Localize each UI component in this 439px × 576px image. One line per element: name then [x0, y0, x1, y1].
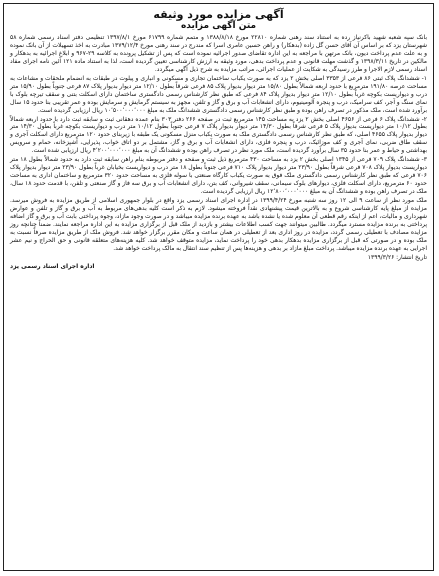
property-item-1: ۱- ششدانگ پلاک ثبتی ۸۶ فرعی از ۳۳۵۳ اصلی بخش ۲ یزد که به صورت یکباب ساختمان تجاری و مسکونی و انباری و پیلوت در طبقات به انضمام ملحقات و مشاعات به مساحت عرصه ۱۹۱/۸۰ مترمربع با حدود اربعه شمالاً بطول ۱۵/۸۰ متر دیوار بدیوار پلاک ۸۵ فرعی شرقاً بطول ۱۲/۱۰ متر دیوار بدیوار پلاک ۸۷ فرعی جنوباً بطول ۱۵/۹۰ متر درب و دیواریست بکوچه غرباً بطول ۱۲/۱۰ متر دیوار بدیوار پلاک ۸۴ فرعی که طبق نظر کارشناس رسمی دادگستری ساختمان دارای اسکلت بتنی و سقف تیرچه بلوک با نمای سنگ و آجر، کف سرامیک، درب و پنجره آلومینیوم، دارای انشعابات آب و برق و گاز و تلفن، مجهز به سیستم گرمایش و سرمایش بوده و عمر تقریبی بنا حدود ۱۵ سال برآورد شده است، ملک مذکور در تصرف راهن بوده و طبق نظر کارشناس رسمی دادگستری ششدانگ ملک به مبلغ ۱۰٬۵۰۰٬۰۰۰٬۰۰۰ ریال ارزیابی گردیده است. [10, 74, 428, 114]
auction-terms-paragraph: ملک مورد نظر از ساعت ۹ الی ۱۲ روز سه شنبه مورخ ۱۳۹۹/۴/۲۴ در اداره اجرای اسناد رسمی یزد واقع در بلوار جمهوری اسلامی از طریق مزایده به فروش میرسد. مزایده از مبلغ پایه کارشناسی شروع و به بالاترین قیمت پیشنهادی نقداً فروخته میشود. لازم به ذکر است کلیه بدهی‌های مربوط به آب و برق و گاز و تلفن و عوارض شهرداری و مالیات، اعم از اینکه رقم قطعی آن معلوم شده یا نشده باشد به عهده برنده مزایده میباشد و در صورت وجود مازاد، وجوه پرداختی بابت آب و برق و گاز اضافه پرداختی به برنده مزایده مسترد میگردد. طالبین میتوانند جهت کسب اطلاعات بیشتر و بازدید از ملک قبل از برگزاری مزایده به این اداره مراجعه نمایند. ضمناً چنانچه روز مزایده مصادف با تعطیلی رسمی گردد، مزایده در روز اداری بعد از تعطیلی در همان ساعت و مکان مقرر برگزار خواهد شد. فروش ملک از طریق مزایده صرفاً نسبت به ملک بوده و در صورتی که قبل از برگزاری مزایده بدهکار بدهی خود را پرداخت نماید، مزایده متوقف خواهد شد. کلیه هزینه‌های متعلقه قانونی و حق الحراج و نیم عشر اجرایی به عهده برنده مزایده میباشد. پرداخت مبلغ مازاد بر بدهی و هزینه‌ها پس از تنظیم سند انتقال به مالک پرداخت خواهد شد. [10, 197, 427, 252]
notice-title: آگهی مزایده مورد وثیقه [153, 8, 284, 21]
auction-notice [3, 3, 434, 571]
publication-date: تاریخ انتشار: ۱۳۹۹/۳/۲۶ [367, 253, 427, 261]
property-item-3: ۳- ششدانگ پلاک ۷۰۹ فرعی از ۱۳۴۵ اصلی بخش ۲ یزد به مساحت ۴۳۰ مترمربع ذیل ثبت و صفحه و دفتر مربوطه بنام راهن سابقه ثبت دارد به حدود شمالاً بطول ۱۸ متر دیواریست بدیوار پلاک ۷۰۸ فرعی شرقاً بطول ۲۳/۹۰ متر دیوار بدیوار پلاک ۷۱۰ فرعی جنوباً بطول ۱۸ متر درب و دیواریست بخیابان غرباً بطول ۲۳/۹۰ متر دیوار بدیوار پلاک ۷۰۶ فرعی که طبق نظر کارشناس رسمی دادگستری ملک فوق به صورت یکباب کارگاه صنعتی با سوله فلزی به مساحت حدود ۳۲۰ مترمربع و ساختمان اداری به مساحت حدود ۶۰ مترمربع، دارای اسکلت فلزی، دیوارهای بلوک سیمانی، سقف شیروانی، کف بتن، دارای انشعابات آب و برق سه فاز و گاز صنعتی و تلفن، با قدمت حدود ۱۸ سال، ملک در تصرف راهن بوده و ششدانگ آن به مبلغ ۱۲٬۸۰۰٬۰۰۰٬۰۰۰ ریال ارزیابی گردیده است. [10, 156, 428, 196]
notice-body [10, 34, 427, 262]
notice-subtitle: متن آگهی مزایده [180, 21, 257, 31]
issuer-signature: اداره اجرای اسناد رسمی یزد [10, 262, 95, 270]
intro-paragraph: بانک سپه شعبه شهید باکرنیاز رده به استناد سند رهنی شماره ۲۲۸۱۰ مورخ ۱۳۸۸/۸/۱۸ و متمم شماره ۶۱۷۹۹ مورخ ۱۳۹۷/۸/۱ تنظیمی دفتر اسناد رسمی شماره ۵۸ شهرستان یزد که بر اساس آن آقای حسن گل زاده (بدهکار) و راهن حسین عامری اسرا که مندرج در سند رهنی مورخ ۱۳۷۹/۱۲/۴ مبادرت به اخذ تسهیلات از آن بانک نموده و به علت عدم پرداخت دیون، بانک مرتهن با مراجعه به این اداره تقاضای صدور اجرائیه نموده است که پس از تشکیل پرونده به کلاسه ۲۹-۹۶۷ و ابلاغ اجرائیه به بدهکار و مالکین در تاریخ ۱۳۹۸/۳/۱۱ و گذشت مهلت قانونی و عدم پرداخت بدهی، مورد وثیقه به ارزش کارشناسی تعیین گردیده است، لذا به استناد ماده ۱۲۱ آئین نامه اجرای مفاد اسناد رسمی لازم الاجرا و طرز رسیدگی به شکایت از عملیات اجرائی، مراتب مزایده به شرح ذیل آگهی میگردد. [10, 34, 428, 73]
property-item-2: ۲- ششدانگ پلاک ۶ فرعی از ۴۶۵۶ اصلی بخش ۲ یزد به مساحت ۱۴۵ مترمربع ثبت در صفحه ۲۶۶ دفتر ۳۰۳ بنام عمده دهقانی ثبت و سابقه ثبت دارد با حدود اربعه شمالاً بطول ۱۰/۱۲ متر دیواریست بدیوار پلاک ۵ فرعی شرقاً بطول ۱۴/۳۰ متر دیوار بدیوار پلاک ۷ فرعی جنوباً بطول ۱۰/۱۲ متر درب و دیواریست بکوچه غرباً بطول ۱۴/۳۰ متر دیوار بدیوار پلاک ۴۶۵۵ اصلی، که طبق نظر کارشناس رسمی دادگستری ملک به صورت یکباب منزل مسکونی یک طبقه با زیربنای حدود ۱۲۰ مترمربع دارای اسکلت آجری و سقف طاق ضربی، نمای آجری و کف موزائیک، درب و پنجره فلزی، دارای انشعابات آب و برق و گاز، مشتمل بر دو اتاق خواب، پذیرایی، آشپزخانه، حمام و سرویس بهداشتی و حیاط و عمر بنا حدود ۳۵ سال برآورد گردیده است، ملک مورد نظر در تصرف راهن بوده و ششدانگ آن به مبلغ ۴٬۲۰۰٬۰۰۰٬۰۰۰ ریال ارزیابی شده است. [10, 115, 427, 155]
